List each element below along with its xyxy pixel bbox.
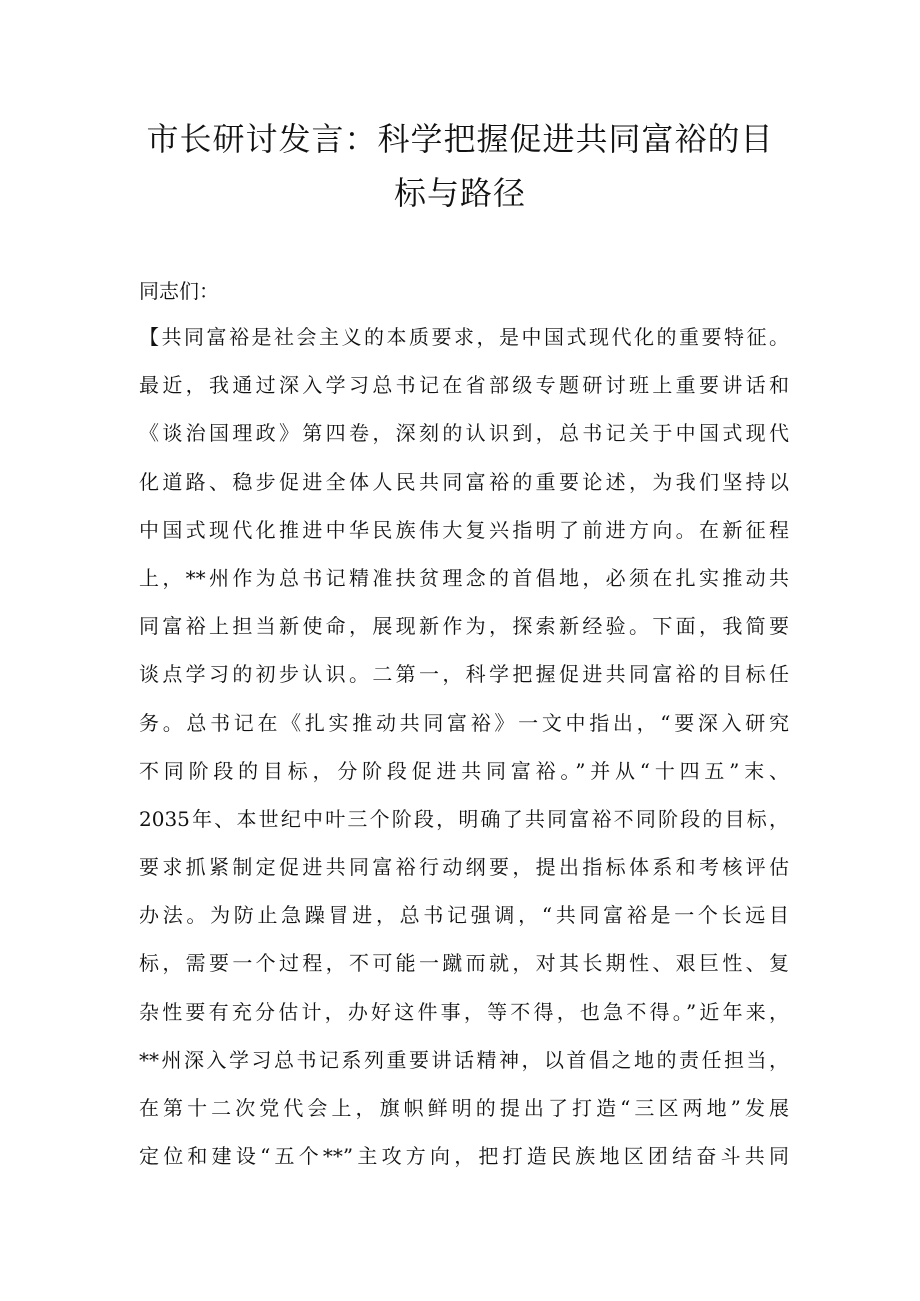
- body-line: 办法。为防止急躁冒进，总书记强调，“共同富裕是一个长远目: [139, 903, 789, 928]
- body-line: 中国式现代化推进中华民族伟大复兴指明了前进方向。在新征程: [139, 517, 789, 542]
- document-title-line-1: 市长研讨发言：科学把握促进共同富裕的目: [146, 120, 774, 158]
- body-line: 不同阶段的目标，分阶段促进共同富裕。”并从“十四五”末、: [139, 758, 789, 783]
- salutation: 同志们：: [139, 279, 219, 303]
- body-line: 杂性要有充分估计，办好这件事，等不得，也急不得。”近年来，: [139, 999, 789, 1024]
- body-line: 在第十二次党代会上，旗帜鲜明的提出了打造“三区两地”发展: [139, 1096, 789, 1120]
- body-text: [139, 322, 789, 1189]
- body-line: 【共同富裕是社会主义的本质要求，是中国式现代化的重要特征。: [139, 325, 789, 349]
- document-title-line-2: 标与路径: [393, 174, 526, 212]
- body-line: 化道路、稳步促进全体人民共同富裕的重要论述，为我们坚持以: [139, 469, 789, 494]
- body-line: 上，**州作为总书记精准扶贫理念的首倡地，必须在扎实推动共: [139, 565, 789, 590]
- body-line: 《谈治国理政》第四卷，深刻的认识到，总书记关于中国式现代: [139, 421, 789, 446]
- body-line: 谈点学习的初步认识。二第一，科学把握促进共同富裕的目标任: [139, 662, 789, 687]
- body-line: 同富裕上担当新使命，展现新作为，探索新经验。下面，我简要: [139, 614, 789, 639]
- body-line: 标，需要一个过程，不可能一蹴而就，对其长期性、艰巨性、复: [139, 951, 789, 976]
- body-line: 要求抓紧制定促进共同富裕行动纲要，提出指标体系和考核评估: [139, 855, 789, 880]
- body-line: 最近，我通过深入学习总书记在省部级专题研讨班上重要讲话和: [139, 373, 789, 398]
- body-line: 定位和建设“五个**”主攻方向，把打造民族地区团结奋斗共同: [139, 1144, 789, 1169]
- body-line: 2035年、本世纪中叶三个阶段，明确了共同富裕不同阶段的目标，: [139, 806, 789, 831]
- body-line: **州深入学习总书记系列重要讲话精神，以首倡之地的责任担当，: [139, 1047, 789, 1072]
- body-line: 务。总书记在《扎实推动共同富裕》一文中指出，“要深入研究: [139, 710, 789, 735]
